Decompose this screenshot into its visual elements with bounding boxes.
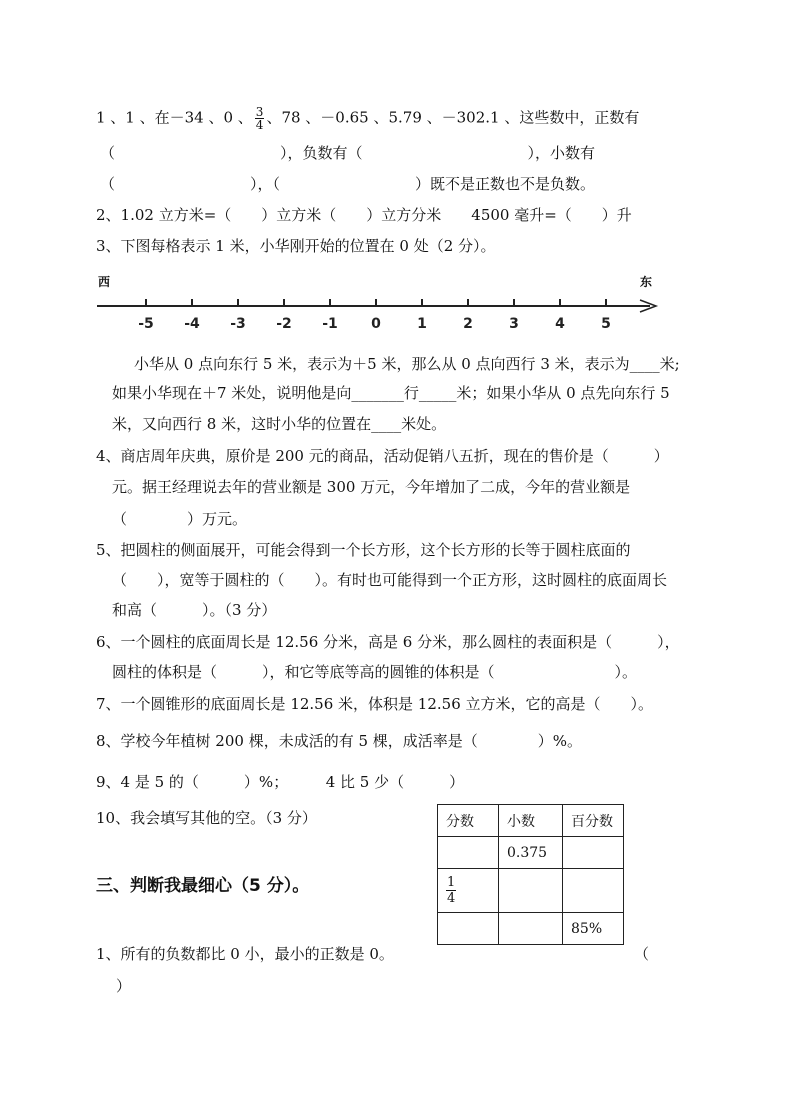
question-1-line-2: （ ），负数有（ ），小数有 xyxy=(100,144,596,162)
number-line xyxy=(0,290,790,350)
cell-fraction-blank[interactable] xyxy=(438,837,499,869)
cell-percent-blank[interactable] xyxy=(563,837,624,869)
judge-question-1: 1、所有的负数都比 0 小，最小的正数是 0。 xyxy=(96,945,394,963)
judge-1-paren-open: （ xyxy=(634,945,650,963)
cell-decimal-blank[interactable] xyxy=(499,913,563,945)
question-3-line-3: 米，又向西行 8 米，这时小华的位置在____米处。 xyxy=(112,415,447,433)
west-label: 西 xyxy=(98,275,111,289)
header-percent: 百分数 xyxy=(563,805,624,837)
question-4-line-2: 元。据王经理说去年的营业额是 300 万元，今年增加了二成，今年的营业额是 xyxy=(112,478,631,496)
fraction-three-quarters: $\frac{3}{4}$ xyxy=(255,105,264,132)
question-6-line-2: 圆柱的体积是（ ），和它等底等高的圆锥的体积是（ ）。 xyxy=(112,663,638,681)
question-1-line-1 xyxy=(96,106,639,131)
cell-fraction-blank[interactable] xyxy=(438,913,499,945)
question-10: 10、我会填写其他的空。（3 分） xyxy=(96,809,317,827)
judge-1-paren-close: ） xyxy=(116,977,132,995)
section-3-title: 三、判断我最细心（5 分）。 xyxy=(96,876,310,896)
header-decimal: 小数 xyxy=(499,805,563,837)
tick-label: 3 xyxy=(509,316,519,332)
cell-percent-given: 85% xyxy=(563,913,624,945)
question-3-line-2: 如果小华现在＋7 米处，说明他是向_______行_____米；如果小华从 0 点先向东行 5 xyxy=(112,384,670,402)
tick-label: 2 xyxy=(463,316,473,332)
question-1-line-3: （ ），（ ）既不是正数也不是负数。 xyxy=(100,175,596,193)
tick-label: -4 xyxy=(184,316,200,332)
question-4-line-3: （ ）万元。 xyxy=(112,510,248,528)
tick-label: 5 xyxy=(601,316,611,332)
tick-label: 1 xyxy=(417,316,427,332)
question-5-line-1: 5、把圆柱的侧面展开，可能会得到一个长方形，这个长方形的长等于圆柱底面的 xyxy=(96,541,631,559)
cell-percent-blank[interactable] xyxy=(563,869,624,913)
tick-label: 0 xyxy=(371,316,381,332)
question-5-line-3: 和高（ ）。（3 分） xyxy=(112,601,277,619)
cell-decimal-blank[interactable] xyxy=(499,869,563,913)
question-2: 2、1.02 立方米=（ ）立方米（ ）立方分米 4500 毫升=（ ）升 xyxy=(96,206,632,224)
cell-decimal-given: 0.375 xyxy=(499,837,563,869)
question-4-line-1: 4、商店周年庆典，原价是 200 元的商品，活动促销八五折，现在的售价是（ ） xyxy=(96,447,669,465)
tick-label: -5 xyxy=(138,316,154,332)
cell-fraction-given xyxy=(438,869,499,913)
question-8: 8、学校今年植树 200 棵，未成活的有 5 棵，成活率是（ ）%。 xyxy=(96,732,583,750)
tick-label: -1 xyxy=(322,316,338,332)
question-9: 9、4 是 5 的（ ）%； 4 比 5 少（ ） xyxy=(96,773,465,791)
conversion-table xyxy=(437,804,624,945)
question-6-line-1: 6、一个圆柱的底面周长是 12.56 分米，高是 6 分米，那么圆柱的表面积是（ ）， xyxy=(96,633,680,651)
header-fraction: 分数 xyxy=(438,805,499,837)
q1-text-post: 、78 、－0.65 、5.79 、－302.1 、这些数中，正数有 xyxy=(266,108,640,127)
question-5-line-2: （ ），宽等于圆柱的（ ）。有时也可能得到一个正方形，这时圆柱的底面周长 xyxy=(112,571,668,589)
tick-label: -3 xyxy=(230,316,246,332)
q1-text-pre: 1 、1 、在－34 、0 、 xyxy=(96,108,253,127)
question-7: 7、一个圆锥形的底面周长是 12.56 米，体积是 12.56 立方米，它的高是（ ）。 xyxy=(96,695,654,713)
tick-label: 4 xyxy=(555,316,565,332)
question-3-line-1: 小华从 0 点向东行 5 米，表示为＋5 米，那么从 0 点向西行 3 米，表示为____米; xyxy=(134,355,680,373)
question-3: 3、下图每格表示 1 米，小华刚开始的位置在 0 处（2 分）。 xyxy=(96,237,496,255)
fraction-one-quarter: $\frac{1}{4}$ xyxy=(447,875,456,906)
east-label: 东 xyxy=(640,275,653,289)
tick-label: -2 xyxy=(276,316,292,332)
